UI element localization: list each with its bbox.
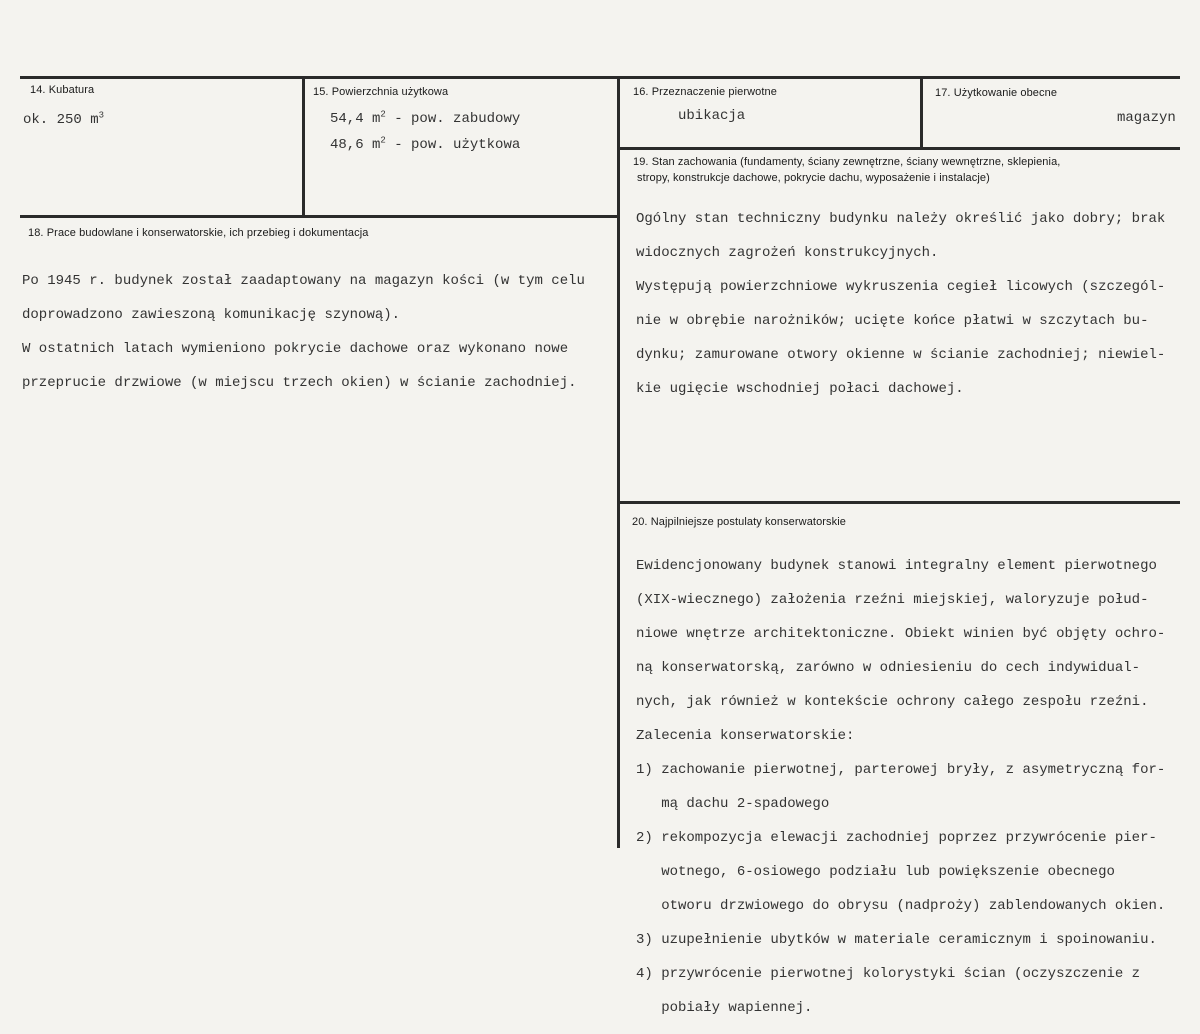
text-line: (XIX-wiecznego) założenia rzeźni miejskiej, waloryzuje połud-: [636, 592, 1149, 608]
text-line: ną konserwatorską, zarówno w odniesieniu do cech indywidual-: [636, 660, 1141, 676]
field-14-label: 14. Kubatura: [30, 84, 95, 96]
field-17-value: magazyn: [1117, 110, 1176, 126]
text-line: pobiały wapiennej.: [636, 1000, 813, 1016]
field-19-label-line-2: stropy, konstrukcje dachowe, pokrycie dachu, wyposażenie i instalacje): [637, 172, 990, 184]
text-line: dynku; zamurowane otwory okienne w ścianie zachodniej; niewiel-: [636, 347, 1166, 363]
text-line: 3) uzupełnienie ubytków w materiale ceramicznym i spoinowaniu.: [636, 932, 1157, 948]
divider-16-17: [920, 76, 923, 148]
text-line: doprowadzono zawieszoną komunikację szynową).: [22, 307, 401, 323]
field-15-line-2: 48,6 $m^2$ - pow. użytkowa: [330, 135, 521, 153]
text-line: Zalecenia konserwatorskie:: [636, 728, 855, 744]
text-line: widocznych zagrożeń konstrukcyjnych.: [636, 245, 939, 261]
text-line: otworu drzwiowego do obrysu (nadproży) zablendowanych okien.: [636, 898, 1166, 914]
text-line: 2) rekompozycja elewacji zachodniej poprzez przywrócenie pier-: [636, 830, 1157, 846]
text-line: niowe wnętrze architektoniczne. Obiekt winien być objęty ochro-: [636, 626, 1166, 642]
field-15-label: 15. Powierzchnia użytkowa: [313, 86, 449, 98]
top-border-line: [20, 76, 1180, 79]
field-16-value: ubikacja: [678, 108, 746, 124]
text-line: 1) zachowanie pierwotnej, parterowej bryły, z asymetryczną for-: [636, 762, 1166, 778]
text-line: Występują powierzchniowe wykruszenia cegieł licowych (szczegól-: [636, 279, 1166, 295]
field-14-value: ok. 250 $m^3$: [23, 110, 105, 128]
field-19-label-line-1: 19. Stan zachowania (fundamenty, ściany zewnętrzne, ściany wewnętrzne, sklepienia,: [633, 156, 1061, 168]
text-line: W ostatnich latach wymieniono pokrycie dachowe oraz wykonano nowe: [22, 341, 569, 357]
divider-15-18: [20, 215, 619, 218]
text-line: kie ugięcie wschodniej połaci dachowej.: [636, 381, 964, 397]
field-15-line-1: 54,4 $m^2$ - pow. zabudowy: [330, 109, 521, 127]
text-line: nie w obrębie narożników; ucięte końce płatwi w szczytach bu-: [636, 313, 1149, 329]
text-line: mą dachu 2-spadowego: [636, 796, 830, 812]
divider-14-15: [302, 76, 305, 216]
text-line: Po 1945 r. budynek został zaadaptowany na magazyn kości (w tym celu: [22, 273, 585, 289]
field-18-text: [22, 256, 585, 409]
text-line: przeprucie drzwiowe (w miejscu trzech okien) w ścianie zachodniej.: [22, 375, 577, 391]
field-17-label: 17. Użytkowanie obecne: [935, 87, 1058, 99]
text-line: wotnego, 6-osiowego podziału lub powiększenie obecnego: [636, 864, 1115, 880]
field-16-label: 16. Przeznaczenie pierwotne: [633, 86, 777, 98]
text-line: Ogólny stan techniczny budynku należy określić jako dobry; brak: [636, 211, 1166, 227]
text-line: nych, jak również w kontekście ochrony całego zespołu rzeźni.: [636, 694, 1149, 710]
divider-19-20: [619, 501, 1180, 504]
text-line: Ewidencjonowany budynek stanowi integralny element pierwotnego: [636, 558, 1157, 574]
divider-16-19: [619, 147, 1180, 150]
center-divider: [617, 76, 620, 848]
field-18-label: 18. Prace budowlane i konserwatorskie, ich przebieg i dokumentacja: [28, 227, 369, 239]
field-19-text: [636, 194, 1165, 415]
field-20-label: 20. Najpilniejsze postulaty konserwatorskie: [632, 516, 847, 528]
field-20-text: [636, 541, 1165, 1034]
text-line: 4) przywrócenie pierwotnej kolorystyki ścian (oczyszczenie z: [636, 966, 1141, 982]
